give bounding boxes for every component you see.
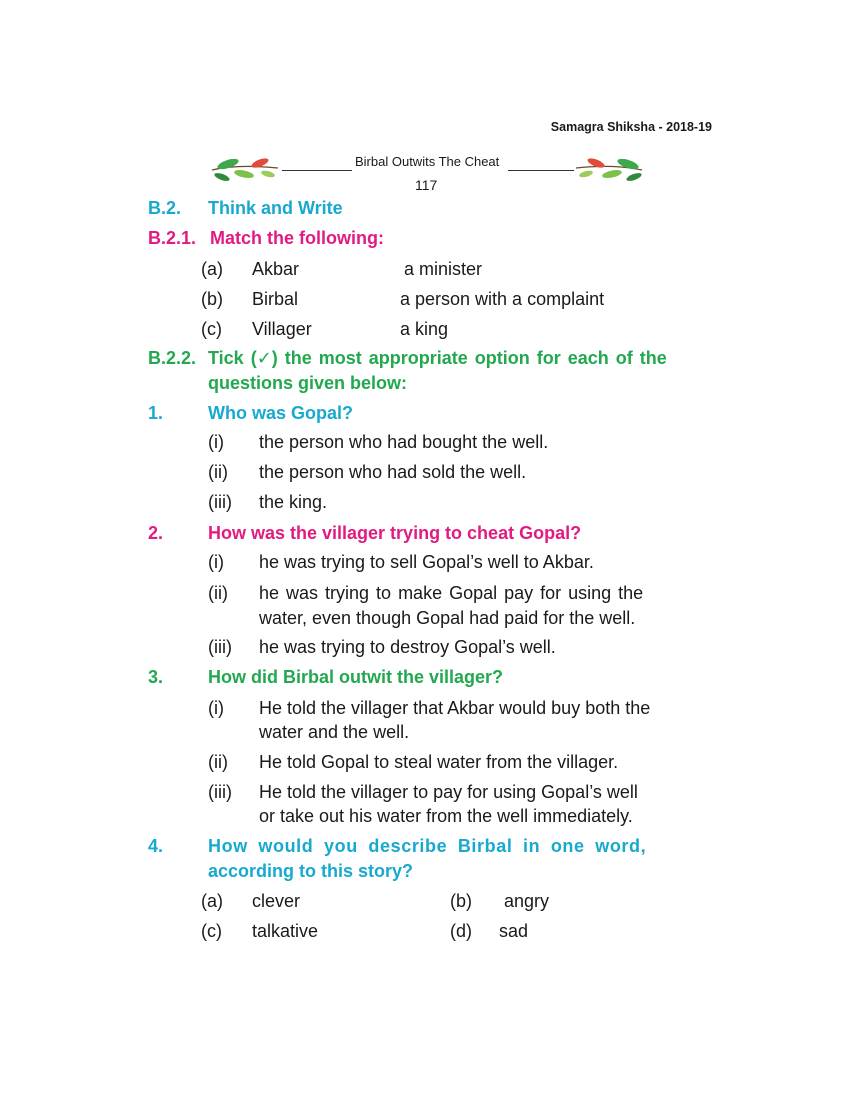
section-title: Think and Write <box>208 198 343 218</box>
choice-text: clever <box>252 891 301 911</box>
option-label: (iii) <box>208 637 232 657</box>
tick-instruction-line1: Tick (✓) the most appropriate option for each of the <box>208 348 667 368</box>
leaf-ornament-left-icon <box>208 150 280 186</box>
question-text: How was the villager trying to cheat Gopal? <box>208 523 582 543</box>
question-number: 1. <box>148 403 164 423</box>
option-text: He told Gopal to steal water from the villager. <box>259 752 619 772</box>
question-number: 4. <box>148 836 164 856</box>
question-text: Who was Gopal? <box>208 403 354 423</box>
option-text: water, even though Gopal had paid for the well. <box>259 608 636 628</box>
option-label: (ii) <box>208 752 228 772</box>
question-text-line1: How would you describe Birbal in one word, <box>208 836 647 856</box>
option-text: the person who had sold the well. <box>259 462 527 482</box>
option-label: (i) <box>208 432 224 452</box>
tick-instruction-line2: questions given below: <box>208 373 408 393</box>
match-row-left: Akbar <box>252 259 300 279</box>
header-rule-left <box>282 170 352 171</box>
choice-label: (b) <box>450 891 472 911</box>
running-title: Birbal Outwits The Cheat <box>355 154 500 169</box>
option-text: or take out his water from the well immediately. <box>259 806 633 826</box>
match-row-right: a person with a complaint <box>400 289 605 309</box>
choice-label: (d) <box>450 921 472 941</box>
option-text: water and the well. <box>259 722 410 742</box>
option-label: (iii) <box>208 782 232 802</box>
question-number: 3. <box>148 667 164 687</box>
option-text: He told the villager that Akbar would buy both the <box>259 698 651 718</box>
choice-text: sad <box>499 921 529 941</box>
match-row-letter: (c) <box>201 319 222 339</box>
match-title: Match the following: <box>210 228 384 248</box>
option-text: the person who had bought the well. <box>259 432 549 452</box>
match-row-left: Birbal <box>252 289 299 309</box>
choice-text: talkative <box>252 921 319 941</box>
option-text: He told the villager to pay for using Gopal’s well <box>259 782 638 802</box>
option-label: (ii) <box>208 462 228 482</box>
header-rule-right <box>508 170 574 171</box>
match-row-left: Villager <box>252 319 312 339</box>
section-number: B.2. <box>148 198 182 218</box>
question-text-line2: according to this story? <box>208 861 414 881</box>
leaf-ornament-right-icon <box>574 150 646 186</box>
match-row-letter: (a) <box>201 259 223 279</box>
page-number: 117 <box>415 177 438 193</box>
choice-label: (c) <box>201 921 222 941</box>
option-label: (i) <box>208 698 224 718</box>
option-text: he was trying to make Gopal pay for using the <box>259 583 644 603</box>
choice-label: (a) <box>201 891 223 911</box>
option-text: he was trying to destroy Gopal’s well. <box>259 637 556 657</box>
match-row-right: a king <box>400 319 449 339</box>
choice-text: angry <box>504 891 550 911</box>
option-text: he was trying to sell Gopal’s well to Akbar. <box>259 552 594 572</box>
match-row-right: a minister <box>404 259 483 279</box>
question-text: How did Birbal outwit the villager? <box>208 667 504 687</box>
match-row-letter: (b) <box>201 289 223 309</box>
publisher-header: Samagra Shiksha - 2018-19 <box>550 120 712 134</box>
tick-number: B.2.2. <box>148 348 197 368</box>
match-number: B.2.1. <box>148 228 197 248</box>
question-number: 2. <box>148 523 164 543</box>
option-text: the king. <box>259 492 328 512</box>
option-label: (ii) <box>208 583 228 603</box>
option-label: (i) <box>208 552 224 572</box>
option-label: (iii) <box>208 492 232 512</box>
